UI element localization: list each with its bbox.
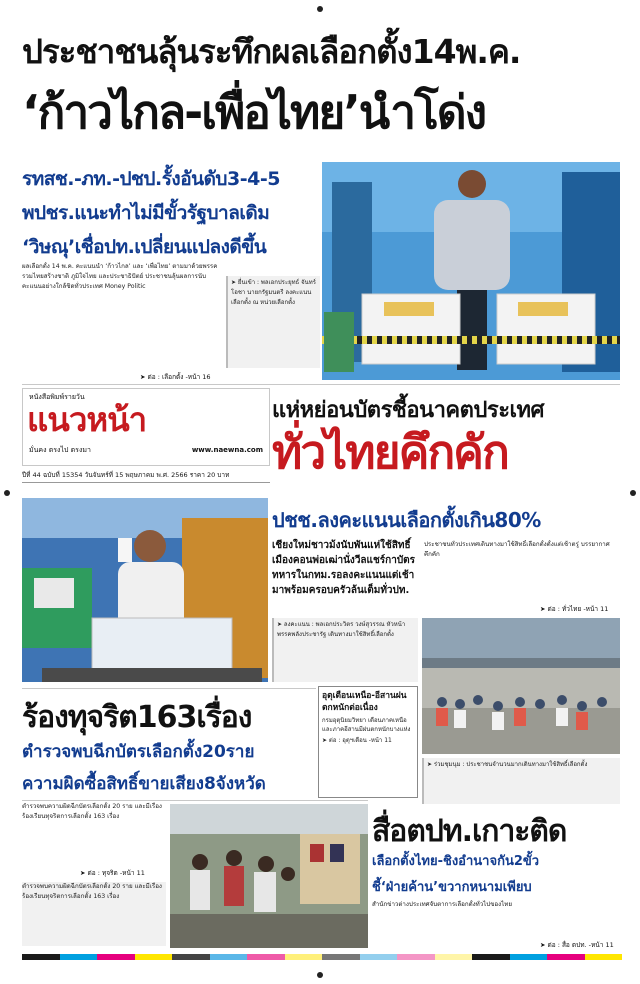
- lead-story-body: ผลเลือกตั้ง 14 พ.ค. คะแนนนำ ‘ก้าวไกล’ และ ‘เพื่อไทย’ ตามมาด้วยพรรครวมไทยสร้างชาติ ภูมิใจไทย และประชาธิปัตย์ ประชาชนลุ้นผลการนับคะแนนอย่างใกล้ชิดทั่วประเทศ Money Politic: [22, 263, 218, 290]
- weather-warning-headline: อุตุเตือนเหนือ-อีสานฝนตกหนักต่อเนื่อง: [322, 691, 407, 713]
- story2-bullets: [272, 538, 415, 598]
- story4-continued: ➤ ต่อ : สื่อ ตปท. -หน้า 11: [540, 941, 614, 949]
- story3-sidebar: ตำรวจพบความผิดฉีกบัตรเลือกตั้ง 20 ราย และมีเรื่องร้องเรียนทุจริตการเลือกตั้ง 163 เรื่อง: [22, 882, 166, 946]
- story2-subhead: ปชช.ลงคะแนนเลือกตั้งเกิน80%: [272, 508, 541, 532]
- weather-warning-continued: ➤ ต่อ : อุตุฯเตือน -หน้า 11: [322, 737, 392, 744]
- story3-subhead-2: ความผิดซื้อสิทธิ์ขายเสียง8จังหวัด: [22, 774, 266, 794]
- story2-bullet: เมืองคอนพ่อเฒ่านั่งวีลแชร์กาบัตร: [272, 555, 416, 566]
- bottom-photo: [170, 804, 368, 948]
- top-photo: [322, 162, 620, 380]
- voting-photo-illustration: [322, 162, 620, 380]
- crowd-photo: [422, 618, 620, 754]
- story3-headline: ร้องทุจริต163เรื่อง: [22, 700, 252, 735]
- print-color-bar: [22, 954, 622, 960]
- weather-warning-box: [318, 686, 418, 798]
- story3-subhead-1: ตำรวจพบฉีกบัตรเลือกตั้ง20ราย: [22, 742, 255, 762]
- section-rule: [22, 688, 316, 689]
- weather-warning-body: กรมอุตุนิยมวิทยา เตือนภาคเหนือและภาคอีสานมีฝนตกหนักบางแห่ง: [322, 717, 411, 733]
- masthead-motto: มั่นคง ตรงไป ตรงมา: [29, 446, 91, 454]
- story2-headline: ทั่วไทยคึกคัก: [272, 425, 508, 479]
- issue-info: ปีที่ 44 ฉบับที่ 15354 วันจันทร์ที่ 15 พฤษภาคม พ.ศ. 2566 ราคา 20 บาท: [22, 470, 270, 483]
- registration-mark: [630, 490, 636, 496]
- story2-bullet: เชียงใหม่ชาวม้งนับพันแห่ใช้สิทธิ์: [272, 540, 411, 551]
- crowd-photo-caption: ➤ ร่วมชุมนุม : ประชาชนจำนวนมากเดินทางมาใช้สิทธิ์เลือกตั้ง: [422, 758, 620, 804]
- polling-station-illustration: [170, 804, 368, 948]
- story3-body: ตำรวจพบความผิดฉีกบัตรเลือกตั้ง 20 ราย และมีเรื่องร้องเรียนทุจริตการเลือกตั้ง 163 เรื่อง: [22, 803, 162, 820]
- masthead-url: www.naewna.com: [191, 446, 263, 454]
- crowd-photo-illustration: [422, 618, 620, 754]
- section-rule: [22, 384, 620, 385]
- registration-mark: [317, 972, 323, 978]
- story2-bullet: ทหารในกทม.รอลงคะแนนแต่เช้า: [272, 570, 415, 581]
- top-photo-caption: ➤ ยื่นเข้า : พลเอกประยุทธ์ จันทร์โอชา นายกรัฐมนตรี ลงคะแนนเลือกตั้ง ณ หน่วยเลือกตั้ง: [226, 276, 320, 368]
- story4-headline: สื่อตปท.เกาะติด: [372, 814, 567, 849]
- story2-kicker: แห่หย่อนบัตรชี้อนาคตประเทศ: [272, 398, 545, 423]
- story3-continued: ➤ ต่อ : ทุจริต -หน้า 11: [80, 869, 145, 877]
- middle-photo-caption: ➤ ลงคะแนน : พลเอกประวิตร วงษ์สุวรรณ หัวหน้าพรรคพลังประชารัฐ เดินทางมาใช้สิทธิ์เลือกตั้ง: [272, 618, 418, 682]
- section-rule: [22, 800, 368, 801]
- subhead-2: พปชร.แนะทำไม่มีขั้วรัฐบาลเดิม: [22, 202, 270, 224]
- subhead-1: รทสช.-ภท.-ปชป.รั้งอันดับ3-4-5: [22, 168, 280, 190]
- middle-photo: [22, 498, 268, 682]
- masthead: [22, 388, 270, 466]
- masthead-tagline: หนังสือพิมพ์รายวัน: [29, 393, 85, 401]
- registration-mark: [4, 490, 10, 496]
- main-headline-line1: ประชาชนลุ้นระทึกผลเลือกตั้ง14พ.ค.: [22, 32, 521, 71]
- main-headline-line2: ‘ก้าวไกล-เพื่อไทย’นำโด่ง: [22, 85, 486, 139]
- lead-story-continued: ➤ ต่อ : เลือกตั้ง -หน้า 16: [140, 373, 211, 381]
- story2-continued: ➤ ต่อ : ทั่วไทย -หน้า 11: [540, 605, 609, 613]
- newspaper-logo: แนวหน้า: [27, 400, 147, 439]
- registration-mark: [317, 6, 323, 12]
- subhead-3: ‘วิษณุ’เชื่อปท.เปลี่ยนแปลงดีขึ้น: [22, 236, 267, 258]
- story2-body: ประชาชนทั่วประเทศเดินทางมาใช้สิทธิ์เลือกตั้งตั้งแต่เช้าตรู่ บรรยากาศคึกคัก: [424, 541, 610, 558]
- ballot-photo-illustration: [22, 498, 268, 682]
- story4-subhead-2: ชี้‘ฝ่ายค้าน’ขวากหนามเพียบ: [372, 880, 532, 895]
- story2-bullet: มาพร้อมครอบครัวล้นเต็มทั่วปท.: [272, 585, 410, 596]
- story4-body: สำนักข่าวต่างประเทศจับตาการเลือกตั้งทั่วไปของไทย: [372, 901, 512, 908]
- story4-subhead-1: เลือกตั้งไทย-ชิงอำนาจกัน2ขั้ว: [372, 854, 540, 869]
